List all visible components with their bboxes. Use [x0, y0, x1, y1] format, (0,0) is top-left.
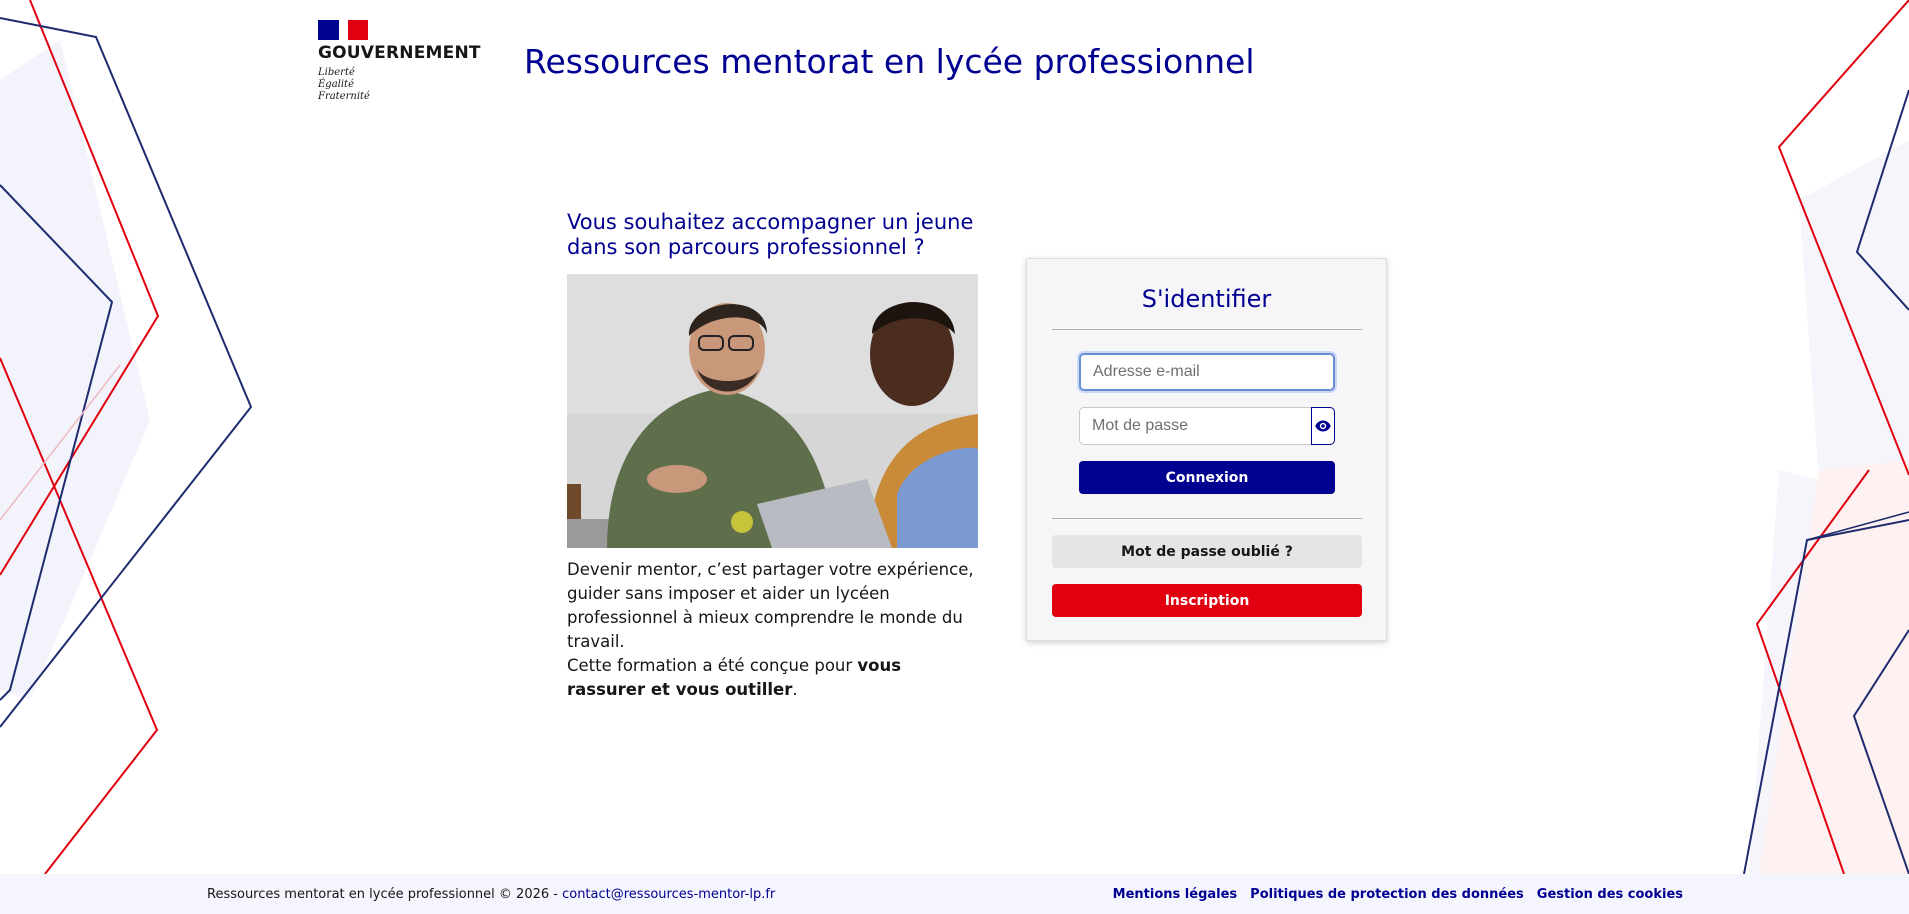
intro-paragraph: Devenir mentor, c’est partager votre expérience, guider sans imposer et aider un lycéen professionnel à mieux comprendre le monde du travail.	[567, 560, 974, 651]
login-card	[1026, 258, 1387, 641]
intro-title: Vous souhaitez accompagner un jeune dans son parcours professionnel ?	[567, 210, 974, 259]
login-button[interactable]: Connexion	[1079, 461, 1335, 494]
intro-text-emphasis: vous rassurer et vous outiller	[567, 656, 902, 699]
motto-egalite: Égalité	[318, 79, 354, 90]
marianne-flag-icon	[318, 20, 368, 40]
government-logo[interactable]	[318, 20, 488, 103]
title-divider	[1052, 329, 1362, 330]
site-footer	[0, 874, 1909, 914]
login-title: S'identifier	[1141, 285, 1272, 313]
site-header	[318, 20, 1255, 103]
password-group	[1079, 407, 1335, 445]
left-decoration	[0, 0, 260, 874]
mentoring-photo	[567, 274, 978, 548]
legal-notice-link[interactable]: Mentions légales	[1112, 886, 1238, 902]
password-field[interactable]	[1079, 407, 1311, 445]
republic-motto	[318, 67, 370, 103]
email-field[interactable]	[1079, 353, 1335, 391]
motto-fraternite: Fraternité	[318, 91, 370, 102]
footer-links	[1113, 887, 1683, 902]
signup-button[interactable]: Inscription	[1052, 584, 1362, 617]
show-password-button[interactable]	[1311, 407, 1335, 445]
intro-text-suffix: .	[792, 680, 798, 699]
forgot-password-button[interactable]: Mot de passe oublié ?	[1052, 535, 1362, 568]
eye-icon	[1315, 420, 1331, 432]
actions-divider	[1052, 518, 1362, 519]
cookie-settings-link[interactable]: Gestion des cookies	[1536, 886, 1683, 902]
intro-paragraph-2	[567, 654, 979, 702]
intro-section	[567, 210, 979, 702]
site-title[interactable]: Ressources mentorat en lycée professionnel	[524, 42, 1255, 81]
privacy-policy-link[interactable]: Politiques de protection des données	[1250, 886, 1524, 902]
government-wordmark: GOUVERNEMENT	[318, 43, 481, 63]
right-decoration	[1719, 0, 1909, 874]
footer-copyright	[207, 887, 775, 902]
intro-text	[567, 558, 979, 702]
copyright-text: Ressources mentorat en lycée professionnel © 2026 -	[207, 886, 563, 902]
motto-liberte: Liberté	[318, 67, 355, 78]
contact-email-link[interactable]: contact@ressources-mentor-lp.fr	[562, 886, 776, 902]
intro-text-prefix: Cette formation a été conçue pour	[567, 656, 858, 675]
